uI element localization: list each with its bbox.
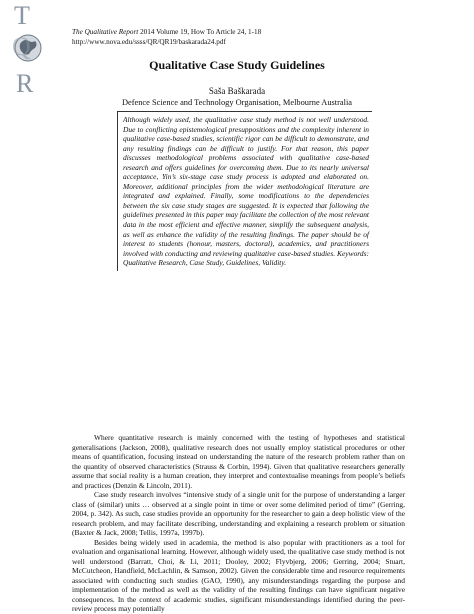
paper-title: Qualitative Case Study Guidelines [149,58,325,72]
journal-citation: 2014 Volume 19, How To Article 24, 1-18 [140,28,262,36]
body-text [72,433,405,614]
body-paragraph-1: Where quantitative research is mainly concerned with the testing of hypotheses and statistical generalisations (Jackson, 2008), qualitative research does not usually employ statistical procedures or other means of quantification, focusing instead on understanding the nature of the research problem rather than on the quantity of observed characteristics (Strauss & Corbin, 1994). Given that qualitative researchers generally assume that social reality is a human creation, they interpret and contextualise meanings from people’s beliefs and practices (Denzin & Lincoln, 2011). [72,433,405,490]
abstract: Although widely used, the qualitative case study method is not well understood. Due to conflicting epistemological presuppositions and the complexity inherent in qualitative case-based studies, scientific rigor can be difficult to demonstrate, and any resulting findings can be difficult to justify. For that reason, this paper discusses methodological problems associated with qualitative case-based research and offers guidelines for overcoming them. Due to its nearly universal acceptance, Yin’s six-stage case study process is adopted and elaborated on. Moreover, additional principles from the wider methodological literature are integrated and explained. Finally, some modifications to the dependencies between the six case study stages are suggested. It is expected that following the guidelines presented in this paper may facilitate the collection of the most relevant data in the most efficient and effective manner, simplify the subsequent analysis, as well as enhance the validity of the resulting findings. The paper should be of interest to students (honour, masters, doctoral), academics, and practitioners involved with conducting and reviewing qualitative case-based studies. Keywords: Qualitative Research, Case Study, Guidelines, Validity. [117,111,372,271]
logo-letter-r: R [16,69,34,98]
author-name: Saša Baškarada [208,86,266,96]
logo-letter-t: T [14,2,30,30]
journal-citation-line [72,28,261,38]
article-url[interactable]: http://www.nova.edu/ssss/QR/QR19/baskarada24.pdf [72,37,226,46]
logo-letter-q: Q [12,32,31,61]
body-paragraph-2: Case study research involves “intensive study of a single unit for the purpose of understanding a larger class of (similar) units … observed at a single point in time or over some delimited period of time” (Gerring, 2004, p. 342). As such, case studies provide an opportunity for the researcher to gain a deep holistic view of the research problem, and may facilitate describing, understanding and explaining a research problem or situation (Baxter & Jack, 2008; Tellis, 1997a, 1997b). [72,490,405,538]
author-affiliation: Defence Science and Technology Organisation, Melbourne Australia [121,98,353,107]
journal-header [72,28,261,47]
journal-name: The Qualitative Report [72,28,139,36]
body-paragraph-3: Besides being widely used in academia, the method is also popular with practitioners as a tool for evaluation and organisational learning. However, although widely used, the qualitative case study method is not well understood (Barratt, Choi, & Li, 2011; Dooley, 2002; Flyvbjerg, 2006; Gerring, 2004; Stuart, McCutcheon, Handfield, McLachlin, & Samson, 2002). Given the considerable time and resource requirements associated with conducting such studies (GAO, 1990), any misunderstandings regarding the purpose and implementation of the method as well as the validity of the resulting findings can have significant negative consequences. In the context of academic studies, significant misunderstandings identified during the peer-review process may potentially [72,537,405,614]
